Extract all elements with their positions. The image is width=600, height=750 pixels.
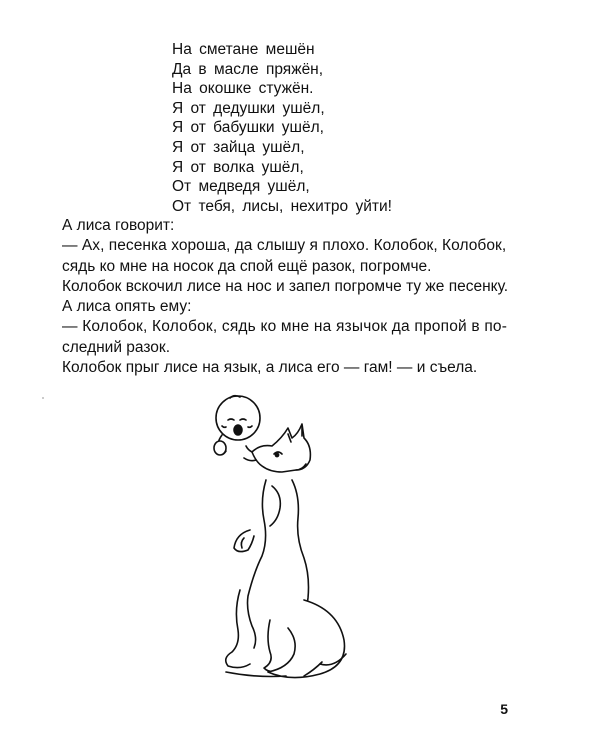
paragraph: А лиса опять ему:	[62, 298, 192, 316]
song-verse	[172, 40, 472, 216]
paragraph: А лиса говорит:	[62, 217, 175, 234]
paragraph: Колобок прыг лисе на язык, а лиса его — гам! — и съела.	[62, 359, 478, 377]
verse-line: Я от бабушки ушёл,	[172, 119, 324, 137]
fox-with-kolobok-illustration	[200, 390, 370, 690]
fox-kolobok-icon	[200, 390, 370, 690]
paragraph: Колобок вскочил лисе на нос и запел погромче ту же песенку.	[62, 277, 509, 295]
story-text	[62, 216, 518, 378]
verse-line: Я от дедушки ушёл,	[172, 99, 325, 117]
paragraph-line: — Колобок, Колобок, сядь ко мне на язычок да пропой в по-	[62, 318, 508, 336]
paragraph-line: — Ах, песенка хороша, да слышу я плохо. Колобок, Колобок,	[62, 237, 507, 255]
paragraph-line: следний разок.	[62, 338, 171, 356]
scan-speck	[42, 397, 44, 399]
verse-line: Я от зайца ушёл,	[172, 138, 305, 156]
paragraph-line: сядь ко мне на носок да спой ещё разок, погромче.	[62, 257, 432, 275]
verse-line: На сметане мешён	[172, 41, 315, 58]
verse-line: Я от волка ушёл,	[172, 158, 304, 176]
verse-line: От медведя ушёл,	[172, 178, 310, 196]
verse-line: Да в масле пряжён,	[172, 60, 324, 78]
page-number: 5	[500, 701, 508, 717]
verse-line: От тебя, лисы, нехитро уйти!	[172, 197, 392, 215]
verse-line: На окошке стужён.	[172, 80, 314, 98]
